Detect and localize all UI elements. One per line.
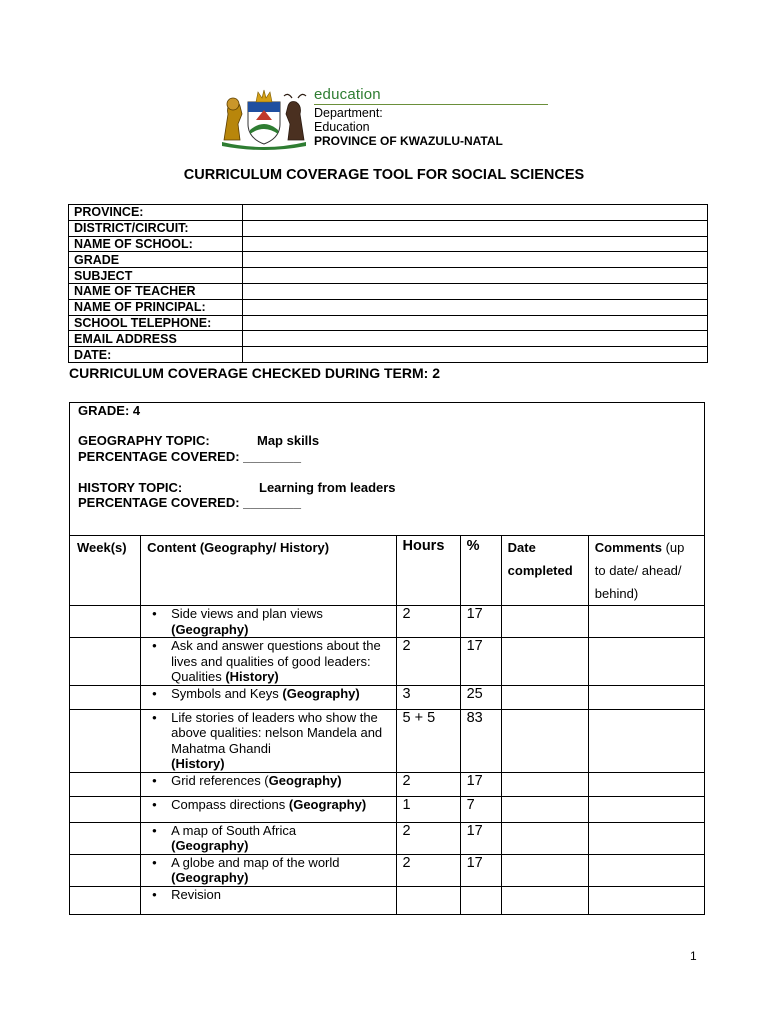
week-cell[interactable] (70, 638, 141, 686)
logo-department-line1: Department: (314, 106, 383, 120)
content-bullet (141, 823, 395, 854)
content-cell (141, 796, 396, 822)
content-text: Life stories of leaders who show the above qualities: nelson Mandela and Mahatma Ghandi (171, 709, 383, 756)
comments-cell[interactable] (588, 638, 704, 686)
school-info-table (68, 204, 708, 363)
week-cell[interactable] (70, 822, 141, 854)
col-percent: % (460, 536, 501, 606)
week-cell[interactable] (70, 772, 141, 796)
content-text: Symbols and Keys (171, 685, 279, 701)
date-completed-cell[interactable] (501, 822, 588, 854)
content-cell (141, 685, 396, 709)
date-completed-cell[interactable] (501, 854, 588, 886)
hours-cell: 5 + 5 (396, 709, 460, 772)
date-completed-cell[interactable] (501, 606, 588, 638)
info-value-field[interactable] (243, 347, 708, 363)
content-cell (141, 709, 396, 772)
info-row (69, 331, 708, 347)
date-completed-cell[interactable] (501, 685, 588, 709)
percent-cell: 17 (460, 772, 501, 796)
col-comments (588, 536, 704, 606)
comments-cell[interactable] (588, 796, 704, 822)
info-value-field[interactable] (243, 331, 708, 347)
col-comments-rest: (up (661, 540, 685, 555)
history-topic-value: Learning from leaders (259, 480, 396, 495)
document-title: CURRICULUM COVERAGE TOOL FOR SOCIAL SCIENCES (183, 167, 585, 183)
week-cell[interactable] (70, 606, 141, 638)
comments-cell[interactable] (588, 772, 704, 796)
percent-cell: 7 (460, 796, 501, 822)
col-date-completed (501, 536, 588, 606)
col-comments-line2: to date/ ahead/ (594, 563, 682, 578)
content-text: A map of South Africa (171, 822, 297, 838)
coverage-header-row (70, 536, 705, 606)
hours-cell: 2 (396, 606, 460, 638)
percent-cell (460, 886, 501, 914)
coverage-row (70, 685, 705, 709)
week-cell[interactable] (70, 709, 141, 772)
col-date-line2: completed (507, 563, 573, 578)
hours-cell: 2 (396, 638, 460, 686)
col-date-line1: Date (507, 540, 536, 555)
date-completed-cell[interactable] (501, 796, 588, 822)
col-comments-bold: Comments (594, 540, 662, 555)
kwazulu-natal-crest-icon (218, 84, 310, 150)
percent-cell: 17 (460, 638, 501, 686)
col-comments-line3: behind) (594, 586, 639, 601)
week-cell[interactable] (70, 854, 141, 886)
term-heading: CURRICULUM COVERAGE CHECKED DURING TERM: 2 (69, 365, 441, 381)
content-subject-tag: Geography) (268, 772, 342, 788)
date-completed-cell[interactable] (501, 709, 588, 772)
col-hours: Hours (396, 536, 460, 606)
info-value-field[interactable] (243, 252, 708, 268)
logo-education: education (314, 86, 381, 103)
content-subject-tag: (Geography) (282, 685, 360, 701)
geography-percentage: PERCENTAGE COVERED: ________ (78, 449, 302, 464)
logo-divider (314, 104, 548, 105)
content-bullet (141, 710, 395, 772)
info-row (69, 252, 708, 268)
content-cell (141, 854, 396, 886)
hours-cell: 2 (396, 822, 460, 854)
info-value-field[interactable] (243, 315, 708, 331)
info-row (69, 283, 708, 299)
content-text: Grid references ( (171, 772, 269, 788)
info-value-field[interactable] (243, 236, 708, 252)
hours-cell (396, 886, 460, 914)
coverage-row (70, 638, 705, 686)
coverage-row (70, 772, 705, 796)
content-bullet (141, 855, 395, 886)
percent-cell: 25 (460, 685, 501, 709)
coverage-row (70, 822, 705, 854)
page-number: 1 (690, 949, 697, 963)
content-subject-tag: (Geography) (171, 870, 249, 885)
department-logo (218, 84, 550, 150)
hours-cell: 2 (396, 772, 460, 796)
info-label: GRADE (69, 252, 243, 268)
content-cell (141, 772, 396, 796)
info-label: NAME OF TEACHER (69, 283, 243, 299)
date-completed-cell[interactable] (501, 638, 588, 686)
date-completed-cell[interactable] (501, 772, 588, 796)
coverage-row (70, 709, 705, 772)
comments-cell[interactable] (588, 886, 704, 914)
info-label: PROVINCE: (69, 205, 243, 221)
content-cell (141, 606, 396, 638)
comments-cell[interactable] (588, 709, 704, 772)
info-row (69, 205, 708, 221)
week-cell[interactable] (70, 796, 141, 822)
info-row (69, 236, 708, 252)
week-cell[interactable] (70, 886, 141, 914)
grade-label: GRADE: 4 (78, 403, 141, 418)
percent-cell: 17 (460, 606, 501, 638)
comments-cell[interactable] (588, 854, 704, 886)
content-subject-tag: (Geography) (171, 621, 249, 637)
info-value-field[interactable] (243, 205, 708, 221)
logo-province: PROVINCE OF KWAZULU-NATAL (314, 134, 503, 148)
coverage-table (69, 535, 705, 915)
content-bullet (141, 887, 395, 903)
info-row (69, 315, 708, 331)
percent-cell: 17 (460, 822, 501, 854)
content-subject-tag: (Geography) (288, 796, 367, 812)
content-subject-tag: (History) (225, 669, 279, 684)
col-weeks: Week(s) (70, 536, 141, 606)
content-bullet (141, 606, 395, 637)
info-value-field[interactable] (243, 268, 708, 284)
logo-department-line2: Education (314, 120, 370, 134)
coverage-row (70, 606, 705, 638)
logo-text (314, 84, 550, 150)
content-cell (141, 886, 396, 914)
info-label: SCHOOL TELEPHONE: (69, 315, 243, 331)
info-label: SUBJECT (69, 268, 243, 284)
week-cell[interactable] (70, 685, 141, 709)
info-row (69, 347, 708, 363)
content-text: A globe and map of the world (171, 854, 340, 870)
percent-cell: 17 (460, 854, 501, 886)
content-bullet (141, 638, 395, 685)
geography-topic-label: GEOGRAPHY TOPIC: (78, 433, 210, 448)
content-subject-tag: (History) (171, 756, 225, 771)
hours-cell: 1 (396, 796, 460, 822)
info-row (69, 299, 708, 315)
comments-cell[interactable] (588, 822, 704, 854)
hours-cell: 3 (396, 685, 460, 709)
date-completed-cell[interactable] (501, 886, 588, 914)
info-row (69, 220, 708, 236)
content-text: Compass directions (171, 796, 286, 812)
grade-summary-box (69, 402, 705, 535)
info-label: NAME OF SCHOOL: (69, 236, 243, 252)
info-label: EMAIL ADDRESS (69, 331, 243, 347)
hours-cell: 2 (396, 854, 460, 886)
info-value-field[interactable] (243, 220, 708, 236)
info-row (69, 268, 708, 284)
geography-topic-value: Map skills (257, 433, 320, 448)
content-subject-tag: (Geography) (171, 838, 249, 853)
info-label: DISTRICT/CIRCUIT: (69, 220, 243, 236)
content-text: Side views and plan views (171, 606, 323, 621)
content-bullet (141, 773, 395, 789)
content-bullet (141, 797, 395, 813)
logo-department (314, 106, 383, 134)
info-label: NAME OF PRINCIPAL: (69, 299, 243, 315)
history-topic-label: HISTORY TOPIC: (78, 480, 183, 495)
content-text: Revision (171, 886, 221, 902)
content-cell (141, 638, 396, 686)
content-text: Ask and answer questions about the lives and qualities of good leaders: Qualities (171, 638, 381, 684)
content-bullet (141, 686, 395, 702)
info-value-field[interactable] (243, 299, 708, 315)
content-cell (141, 822, 396, 854)
col-content: Content (Geography/ History) (141, 536, 396, 606)
info-value-field[interactable] (243, 283, 708, 299)
coverage-row (70, 854, 705, 886)
comments-cell[interactable] (588, 685, 704, 709)
info-label: DATE: (69, 347, 243, 363)
percent-cell: 83 (460, 709, 501, 772)
comments-cell[interactable] (588, 606, 704, 638)
history-percentage: PERCENTAGE COVERED: ________ (78, 495, 302, 510)
coverage-row (70, 886, 705, 914)
coverage-row (70, 796, 705, 822)
